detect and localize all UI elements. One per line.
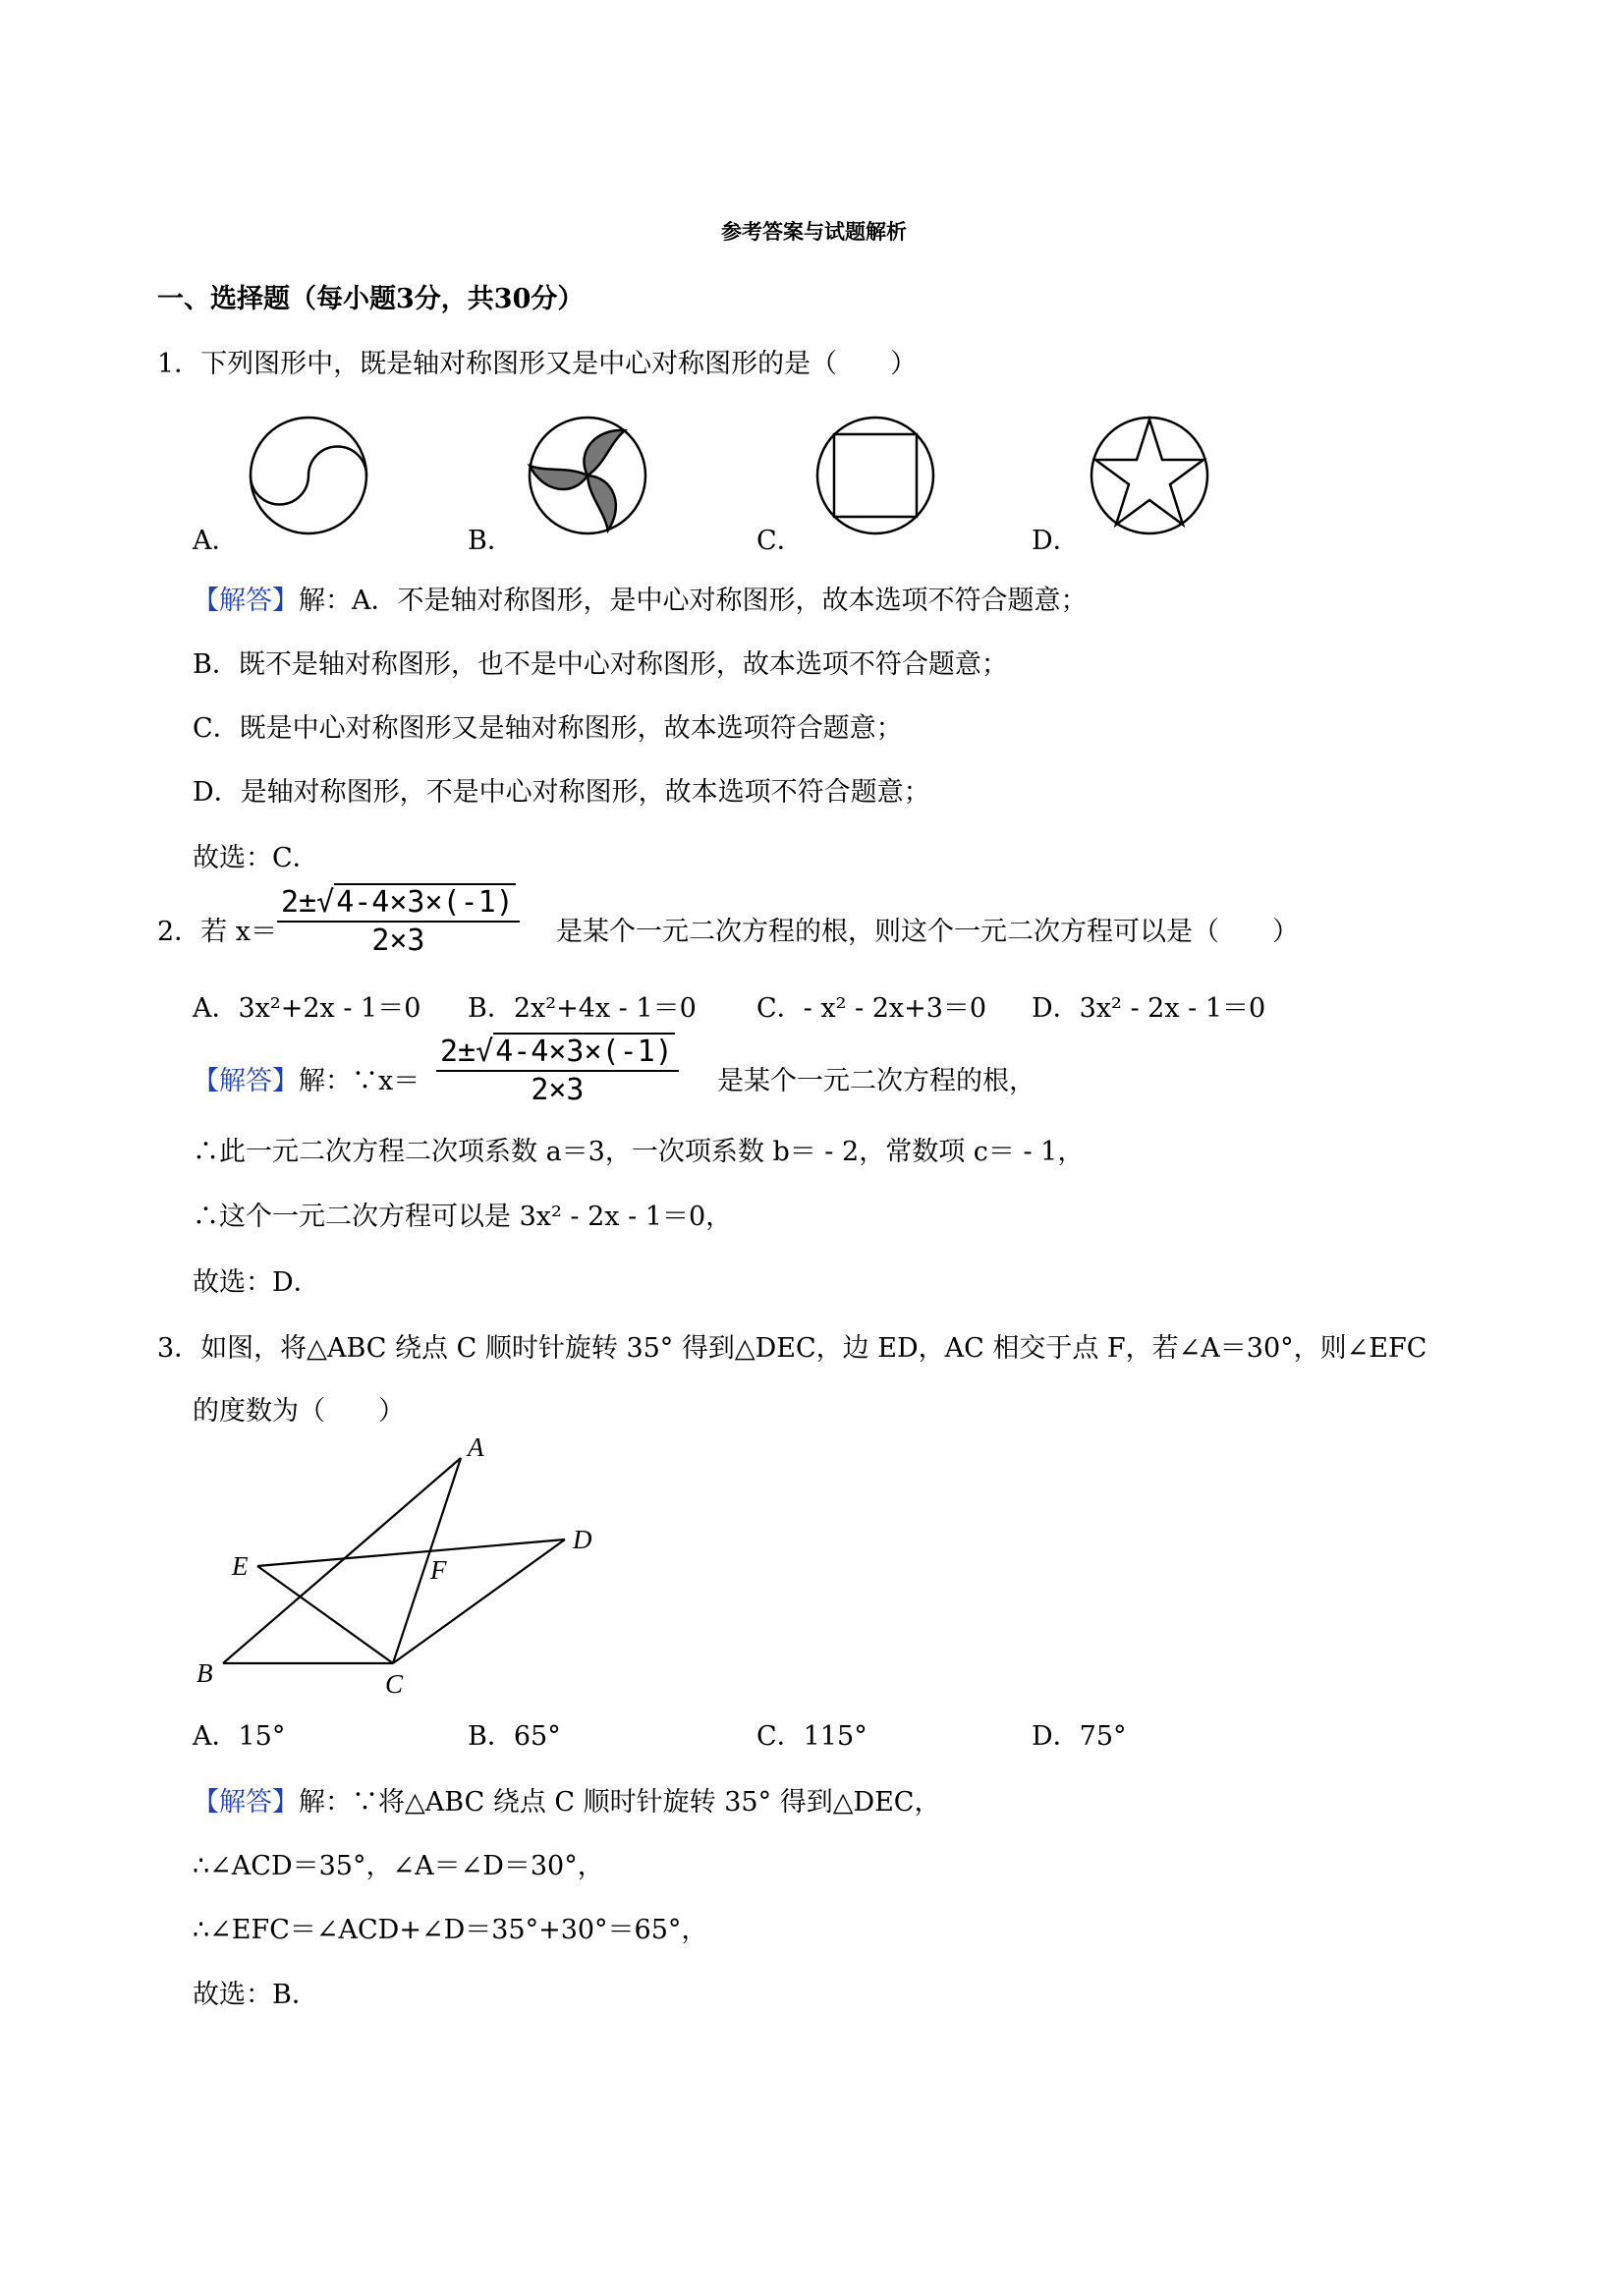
q2-solution-fraction: 2±√4-4×3×(-1) 2×3 bbox=[436, 1033, 679, 1107]
q1-option-a: A． bbox=[193, 526, 239, 556]
q1-number: 1． bbox=[157, 349, 201, 379]
label-d: D bbox=[573, 1525, 592, 1554]
q1-stem-text: 下列图形中，既是轴对称图形又是中心对称图形的是（ ） bbox=[200, 349, 918, 379]
q1-solution-line-3: C．既是中心对称图形又是轴对称图形，故本选项符合题意； bbox=[193, 713, 903, 744]
q1-solution-line-4: D．是轴对称图形，不是中心对称图形，故本选项不符合题意； bbox=[193, 777, 930, 808]
q2-fraction-bar bbox=[277, 921, 520, 923]
q2-option-d: D．3x² - 2x - 1＝0 bbox=[1032, 993, 1266, 1024]
label-c: C bbox=[385, 1669, 404, 1699]
q3-stem-text-1: 如图，将△ABC 绕点 C 顺时针旋转 35° 得到△DEC，边 ED，AC 相交于点 F，若∠A＝30°，则∠EFC bbox=[200, 1333, 1427, 1364]
q3-stem-line-2: 的度数为（ ） bbox=[193, 1396, 405, 1427]
label-a: A bbox=[468, 1432, 484, 1462]
label-b: B bbox=[196, 1658, 213, 1688]
q3-option-a: A．15° bbox=[193, 1721, 286, 1752]
q3-solution-line-3: ∴∠EFC＝∠ACD+∠D＝35°+30°＝65°， bbox=[193, 1915, 708, 1945]
q1-solution-line-1 bbox=[193, 579, 1088, 617]
q3-stem-line-1 bbox=[157, 1326, 1427, 1365]
q2-solution-line-1: ∴此一元二次方程二次项系数 a＝3，一次项系数 b＝ - 2，常数项 c＝ - 1， bbox=[193, 1137, 1085, 1167]
q1-answer-tag: 【解答】 bbox=[193, 586, 299, 616]
segment-ed bbox=[257, 1540, 565, 1566]
q2-solution-radicand: 4-4×3×(-1) bbox=[495, 1035, 673, 1069]
q1-option-c: C． bbox=[756, 526, 804, 556]
q2-conclusion: 故选：D． bbox=[193, 1267, 320, 1298]
segment-ac bbox=[393, 1458, 461, 1663]
q1-option-d: D． bbox=[1032, 526, 1080, 556]
q2-stem-prefix-text: 若 x＝ bbox=[200, 917, 277, 947]
q1-stem bbox=[157, 342, 917, 380]
section-heading: 一、选择题（每小题3分，共30分） bbox=[157, 284, 585, 314]
q1-option-b: B． bbox=[468, 526, 514, 556]
q3-conclusion: 故选：B． bbox=[193, 1980, 318, 2010]
q2-solution-suffix: 是某个一元二次方程的根， bbox=[717, 1066, 1035, 1096]
q3-number: 3． bbox=[157, 1333, 201, 1364]
segment-ba bbox=[223, 1458, 461, 1663]
q3-option-d: D．75° bbox=[1032, 1721, 1127, 1752]
q1-figure-b-pinwheel bbox=[527, 415, 648, 536]
segment-dc bbox=[393, 1540, 565, 1663]
q3-solution-line-1 bbox=[193, 1780, 940, 1819]
q1-solution-text-1: 解：A．不是轴对称图形，是中心对称图形，故本选项不符合题意； bbox=[299, 586, 1088, 616]
q2-solution-line-2: ∴这个一元二次方程可以是 3x² - 2x - 1＝0， bbox=[193, 1202, 733, 1232]
q2-fraction-radicand: 4-4×3×(-1) bbox=[336, 885, 514, 920]
q2-solution-fraction-bar bbox=[436, 1070, 679, 1072]
q1-figure-c-square-in-circle bbox=[814, 415, 936, 536]
doc-title: 参考答案与试题解析 bbox=[721, 219, 907, 244]
q2-solution-denominator: 2×3 bbox=[531, 1073, 585, 1107]
q2-answer-tag: 【解答】 bbox=[193, 1066, 299, 1096]
q2-stem-prefix bbox=[157, 910, 277, 948]
q3-option-c: C．115° bbox=[756, 1721, 867, 1752]
q2-solution-prefix-text: 解：∵x＝ bbox=[299, 1066, 420, 1096]
q2-option-a: A．3x²+2x - 1＝0 bbox=[193, 993, 421, 1024]
q3-solution-line-2: ∴∠ACD＝35°，∠A＝∠D＝30°， bbox=[193, 1851, 604, 1881]
q2-fraction-numerator-prefix: 2± bbox=[281, 885, 317, 920]
q3-option-b: B．65° bbox=[468, 1721, 561, 1752]
q1-figure-d-star-in-circle bbox=[1089, 415, 1210, 536]
q3-solution-text-1: 解：∵将△ABC 绕点 C 顺时针旋转 35° 得到△DEC， bbox=[299, 1787, 941, 1818]
q1-figure-a-taiji bbox=[248, 415, 369, 536]
label-f: F bbox=[430, 1555, 447, 1585]
q2-stem-fraction: 2±√4-4×3×(-1) 2×3 bbox=[277, 883, 520, 958]
q2-solution-prefix bbox=[193, 1059, 420, 1097]
q2-solution-numerator-prefix: 2± bbox=[440, 1035, 476, 1069]
q1-solution-line-2: B．既不是轴对称图形，也不是中心对称图形，故本选项不符合题意； bbox=[193, 649, 1008, 680]
q3-answer-tag: 【解答】 bbox=[193, 1787, 299, 1818]
label-e: E bbox=[232, 1551, 249, 1581]
q2-number: 2． bbox=[157, 917, 201, 947]
q3-geometry-figure bbox=[177, 1434, 629, 1700]
q2-fraction-denominator: 2×3 bbox=[371, 924, 425, 958]
q2-option-b: B．2x²+4x - 1＝0 bbox=[468, 993, 697, 1024]
q1-conclusion: 故选：C． bbox=[193, 843, 319, 873]
q2-option-c: C．- x² - 2x+3＝0 bbox=[756, 993, 987, 1024]
q2-stem-suffix: 是某个一元二次方程的根，则这个一元二次方程可以是（ ） bbox=[556, 917, 1299, 947]
